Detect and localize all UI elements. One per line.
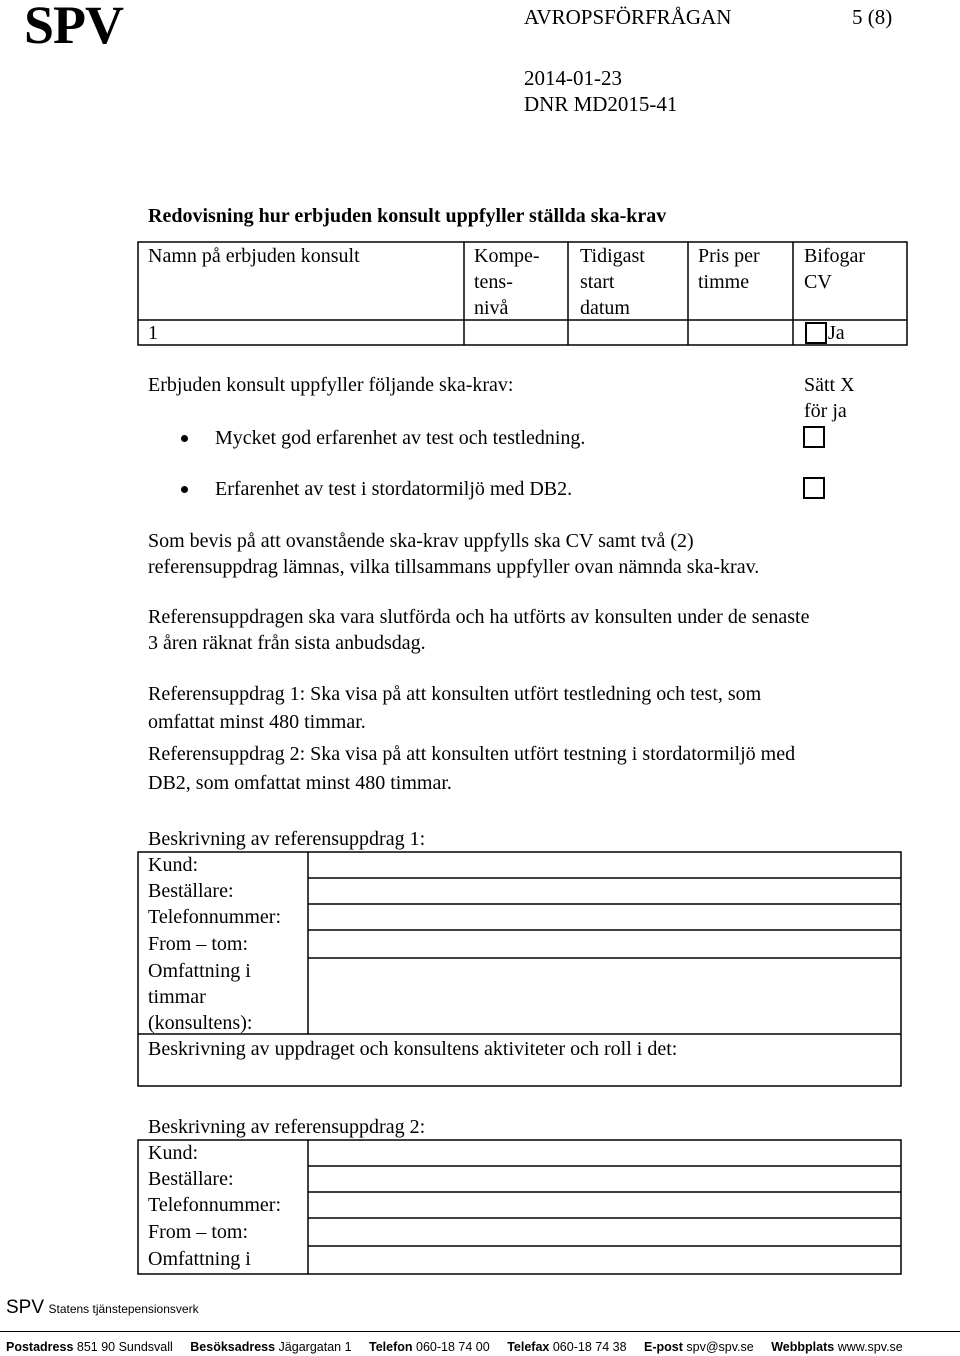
footer-besoksadress: Jägargatan 1 <box>278 1340 352 1354</box>
spv-logo: SPV <box>24 0 124 55</box>
cv-attached-checkbox[interactable] <box>805 322 827 344</box>
paragraph-ref1-line2: omfattat minst 480 timmar. <box>148 711 366 733</box>
ref2-bestallare-label: Beställare: <box>148 1168 234 1190</box>
footer-telefax-label: Telefax <box>507 1340 550 1354</box>
row-number: 1 <box>148 322 158 344</box>
ref1-bestallare-label: Beställare: <box>148 880 234 902</box>
col-header-price-line1: Pris per <box>698 245 760 267</box>
ref2-title: Beskrivning av referensuppdrag 2: <box>148 1116 426 1138</box>
bullet-icon <box>181 486 188 493</box>
ref1-telefon-label: Telefonnummer: <box>148 906 281 928</box>
ref1-omfattning-line2: timmar <box>148 986 206 1008</box>
requirement-1-checkbox[interactable] <box>803 426 825 448</box>
footer-org-name: Statens tjänstepensionsverk <box>48 1302 199 1316</box>
footer-spv: SPV <box>6 1297 45 1318</box>
page-number: 5 (8) <box>852 5 893 29</box>
ref1-omfattning-line1: Omfattning i <box>148 960 251 982</box>
footer-epost-label: E-post <box>644 1340 683 1354</box>
footer-postadress: 851 90 Sundsvall <box>76 1340 173 1354</box>
col-header-competence-line3: nivå <box>474 297 509 319</box>
document-dnr: DNR MD2015-41 <box>524 92 678 116</box>
footer-divider <box>0 1331 960 1332</box>
mark-label-line2: för ja <box>804 400 847 422</box>
requirements-intro: Erbjuden konsult uppfyller följande ska-krav: <box>148 374 514 396</box>
ref2-omfattning-label: Omfattning i <box>148 1248 251 1270</box>
ref1-beskrivning-label: Beskrivning av uppdraget och konsultens aktiviteter och roll i det: <box>148 1038 678 1060</box>
footer-telefax: 060-18 74 38 <box>552 1340 627 1354</box>
ref1-title: Beskrivning av referensuppdrag 1: <box>148 828 426 850</box>
paragraph-completed-line1: Referensuppdragen ska vara slutförda och ha utförts av konsulten under de senaste <box>148 606 810 628</box>
footer-telefon: 060-18 74 00 <box>416 1340 490 1354</box>
col-header-start-line2: start <box>580 271 615 293</box>
footer-webb-link[interactable]: www.spv.se <box>837 1340 903 1354</box>
mark-label-line1: Sätt X <box>804 374 855 396</box>
footer-contact <box>6 1340 903 1354</box>
paragraph-completed-line2: 3 åren räknat från sista anbudsdag. <box>148 632 426 654</box>
ref1-omfattning-line3: (konsultens): <box>148 1012 253 1034</box>
document-date: 2014-01-23 <box>524 66 622 90</box>
col-header-start-line1: Tidigast <box>580 245 645 267</box>
paragraph-evidence-line2: referensuppdrag lämnas, vilka tillsammans uppfyller ovan nämnda ska-krav. <box>148 556 760 578</box>
paragraph-evidence-line1: Som bevis på att ovanstående ska-krav uppfylls ska CV samt två (2) <box>148 530 694 552</box>
ref2-kund-label: Kund: <box>148 1142 198 1164</box>
ref1-kund-label: Kund: <box>148 854 198 876</box>
requirement-item-2: Erfarenhet av test i stordatormiljö med DB2. <box>215 478 573 500</box>
section-title: Redovisning hur erbjuden konsult uppfyller ställda ska-krav <box>148 205 667 227</box>
paragraph-ref1-line1: Referensuppdrag 1: Ska visa på att konsulten utfört testledning och test, som <box>148 683 762 705</box>
ref1-from-tom-label: From – tom: <box>148 933 249 955</box>
footer-epost-link[interactable]: spv@spv.se <box>686 1340 754 1354</box>
ref2-from-tom-label: From – tom: <box>148 1221 249 1243</box>
document-type: AVROPSFÖRFRÅGAN <box>524 5 732 29</box>
col-header-price-line2: timme <box>698 271 750 293</box>
footer-besoksadress-label: Besöksadress <box>190 1340 276 1354</box>
footer-organization <box>6 1297 199 1319</box>
paragraph-ref2-line1: Referensuppdrag 2: Ska visa på att konsulten utfört testning i stordatormiljö med <box>148 743 796 765</box>
bullet-icon <box>181 435 188 442</box>
ref2-telefon-label: Telefonnummer: <box>148 1194 281 1216</box>
footer-telefon-label: Telefon <box>369 1340 413 1354</box>
footer-postadress-label: Postadress <box>6 1340 74 1354</box>
paragraph-ref2-line2: DB2, som omfattat minst 480 timmar. <box>148 772 452 794</box>
cv-attached-label: Ja <box>828 322 845 344</box>
col-header-cv-line1: Bifogar <box>804 245 866 267</box>
col-header-name: Namn på erbjuden konsult <box>148 245 360 267</box>
col-header-competence-line2: tens- <box>474 271 513 293</box>
col-header-cv-line2: CV <box>804 271 832 293</box>
requirement-item-1: Mycket god erfarenhet av test och testledning. <box>215 427 586 449</box>
requirement-2-checkbox[interactable] <box>803 477 825 499</box>
col-header-start-line3: datum <box>580 297 630 319</box>
col-header-competence-line1: Kompe- <box>474 245 540 267</box>
footer-webb-label: Webbplats <box>771 1340 835 1354</box>
